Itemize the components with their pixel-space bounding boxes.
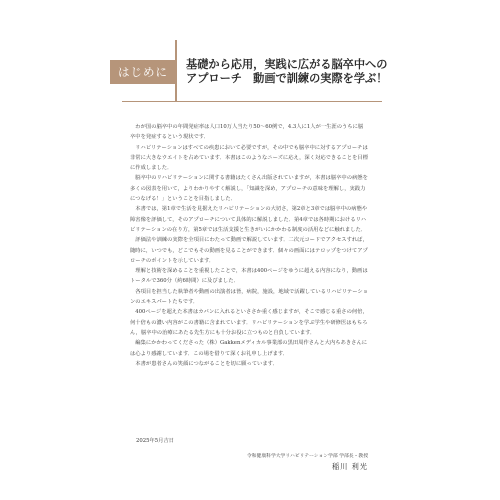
- paragraph: 評価法や訓練の実際を全項目にわたって動画で解説しています．二次元コードでアクセスすれば，随時に，いつでも，どこでもその動画を見ることができます．個々の画面にはテロップをつけてアプローチのポイントを示しています．: [130, 237, 368, 264]
- title-line-2: アプローチ 動画で訓練の実際を学ぶ！: [186, 72, 388, 85]
- paragraph: わが国の脳卒中の年間発症率は人口10万人当たり50～60例で，4.3人に1人が一生涯のうちに脳卒中を発症するという現状です．: [130, 124, 364, 141]
- header-area: [0, 0, 500, 105]
- paragraph: 400ページを超えた本書はカバンに入れるといささか重く感じますが，そこで感じる重さの何倍，何十倍もの濃い内容がこの書籍に含まれています．リハビリテーションを学ぶ学生や研修医はもちろん，脳卒中の治療にあたる先生方にも十分お役に立つものと自負しています．: [130, 309, 368, 336]
- date: 2025年5月吉日: [136, 438, 175, 444]
- page-title: [186, 58, 406, 86]
- author-affiliation: 令和健康科学大学リハビリテーション学部 学部長・教授: [246, 454, 368, 459]
- paragraph: 本書では，第1章で生活を見据えたリハビリテーションの大切さ，第2章と3章では脳卒中の病態や障害像を評価して，そのアプローチについて具体的に解説しました．第4章では各時期におけるリハビリテーションの在り方，第5章では生活支援と生きがいにかかわる制度の活用などに触れました．: [130, 206, 368, 233]
- paragraph: 各項目を担当した執筆者や動画の出演者は皆，病院，施設，地域で活躍しているリハビリテーションのエキスパートたちです．: [130, 288, 368, 306]
- paragraph: リハビリテーションはすべての疾患において必要ですが，その中でも脳卒中に対するアプローチは非常に大きなウエイトを占めています．本書はこのようなニーズに応え，深く対応できることを目標に作成しました．: [130, 144, 368, 172]
- section-badge: はじめに: [110, 60, 176, 84]
- title-line-1: 基礎から応用，実践に広がる脳卒中への: [186, 58, 388, 71]
- body-text: [130, 122, 368, 369]
- accent-horizontal-line: [122, 101, 382, 102]
- paragraph: 脳卒中のリハビリテーションに関する書籍はたくさん出版されていますが，本書は脳卒中の病態を多くの図表を用いて，よりわかりやすく解説し，「知識を深め，アプローチの意味を理解し，実践力につなげる！」ということを目指しました．: [130, 175, 368, 203]
- paragraph: 理解と技術を深めることを重視したことで，本書は400ページをゆうに超える内容になり，動画はトータルで360分（約6時間）に及びました．: [130, 268, 368, 285]
- paragraph: 本書が患者さんの笑顔につながることを切に願っています．: [135, 360, 278, 367]
- paragraph: 編集にかかわってくださった（株）Gakkenメディカル事業部の黒田周作さんと大内ちあきさんには心より感謝しています．この場を借りて深くお礼申し上げます．: [130, 340, 368, 357]
- author-name: 稲川 利光: [331, 462, 368, 471]
